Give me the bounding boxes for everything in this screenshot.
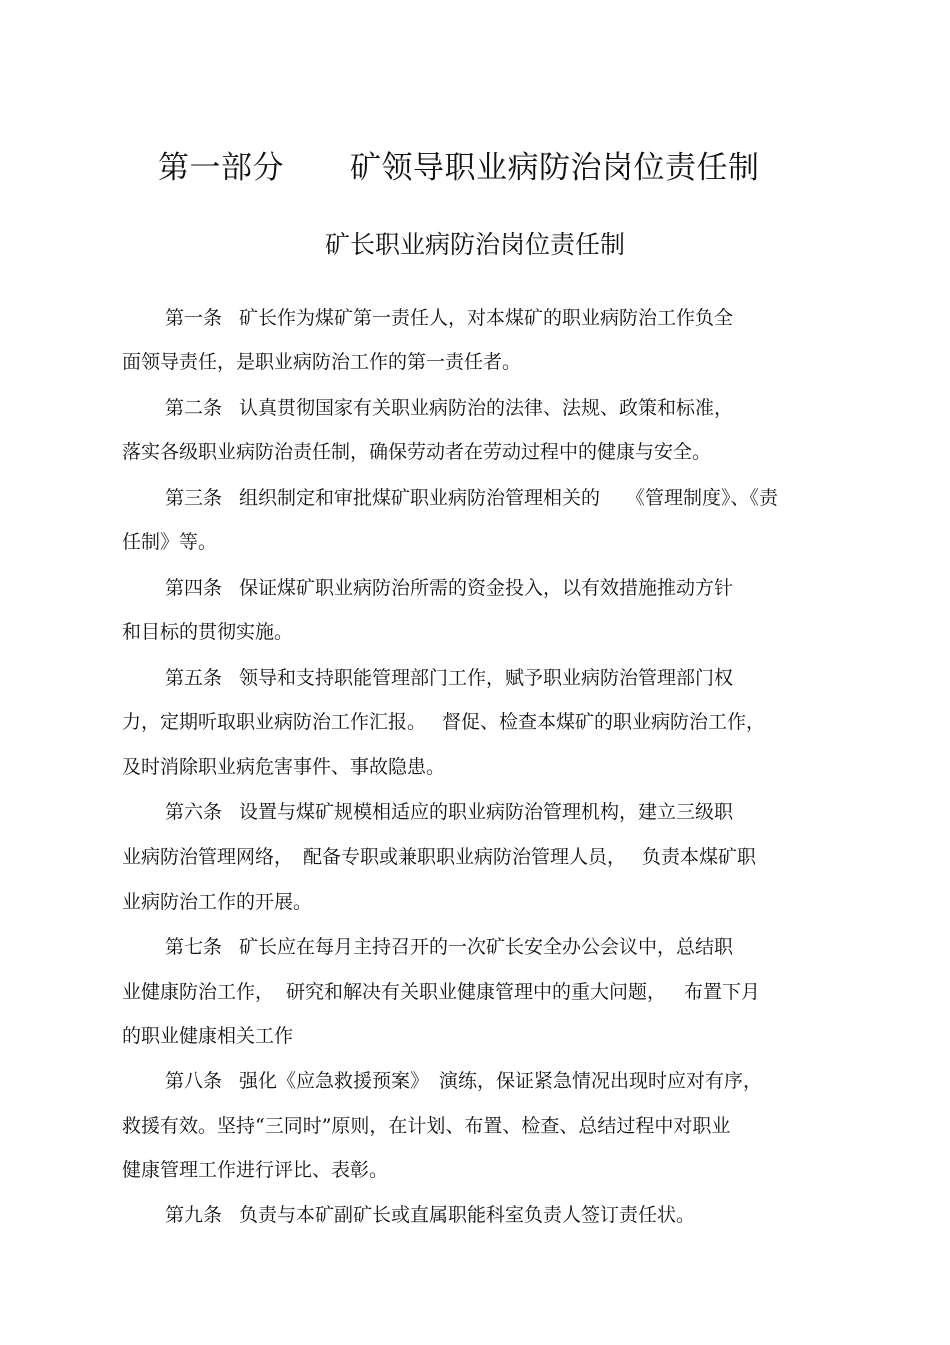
article-number: 第三条 [165,487,223,509]
article-number: 第一条 [165,307,223,329]
article-number: 第九条 [165,1204,223,1226]
article-text: 及时消除职业病危害事件、事故隐患。 [122,756,446,778]
article-number: 第五条 [165,667,223,689]
article-text: 任制》等。 [122,531,218,553]
article-text: 面领导责任，是职业病防治工作的第一责任者。 [122,351,522,373]
article-6 [165,797,733,827]
article-text: 设置与煤矿规模相适应的职业病防治管理机构，建立三级职 [239,801,734,823]
article-2 [165,393,733,423]
part-title [158,146,760,190]
article-8 [165,1066,762,1096]
article-text-line [122,707,765,737]
article-text: 力，定期听取职业病防治工作汇报。 [122,711,427,733]
article-number: 第二条 [165,397,223,419]
article-text: 领导和支持职能管理部门工作，赋予职业病防治管理部门权 [239,667,734,689]
article-3 [165,483,778,513]
part-label: 第一部分 [158,150,284,186]
article-text: 布置下月 [684,981,761,1003]
article-text: 落实各级职业病防治责任制，确保劳动者在劳动过程中的健康与安全。 [122,441,712,463]
article-text: 《管理制度》、《责 [626,487,779,509]
article-text: 认真贯彻国家有关职业病防治的法律、法规、政策和标准， [239,397,734,419]
article-text: 救援有效。坚持“三同时”原则，在计划、布置、检查、总结过程中对职业 [122,1115,731,1137]
article-text: 研究和解决有关职业健康管理中的重大问题， [286,981,667,1003]
article-text: 配备专职或兼职职业病防治管理人员， [303,846,627,868]
article-number: 第六条 [165,801,223,823]
article-7 [165,932,733,962]
article-text: 组织制定和审批煤矿职业病防治管理相关的 [239,487,601,509]
article-text: 负责与本矿副矿长或直属职能科室负责人签订责任状。 [239,1204,696,1226]
article-text: 业健康防治工作， [122,981,275,1003]
article-text: 演练，保证紧急情况出现时应对有序， [439,1070,763,1092]
article-text: 矿长作为煤矿第一责任人，对本煤矿的职业病防治工作负全 [239,307,734,329]
article-text-line [122,977,760,1007]
article-text: 保证煤矿职业病防治所需的资金投入，以有效措施推动方针 [239,577,734,599]
article-text: 业病防治工作的开展。 [122,891,313,913]
article-5 [165,663,733,693]
article-text: 健康管理工作进行评比、表彰。 [122,1159,389,1181]
article-number: 第八条 [165,1070,223,1092]
article-text: 负责本煤矿职 [642,846,757,868]
article-9 [165,1200,695,1230]
article-text: 矿长应在每月主持召开的一次矿长安全办公会议中，总结职 [239,936,734,958]
article-text: 督促、检查本煤矿的职业病防治工作， [442,711,766,733]
article-text: 和目标的贯彻实施。 [122,621,294,643]
article-text: 的职业健康相关工作 [122,1025,294,1047]
section-title: 矿长职业病防治岗位责任制 [324,230,625,259]
article-text: 强化《应急救援预案》 [239,1070,430,1092]
article-4 [165,573,733,603]
part-heading: 矿领导职业病防治岗位责任制 [350,150,760,186]
article-number: 第七条 [165,936,223,958]
article-1 [165,303,733,333]
article-number: 第四条 [165,577,223,599]
article-text: 业病防治管理网络， [122,846,294,868]
article-text-line [122,842,756,872]
